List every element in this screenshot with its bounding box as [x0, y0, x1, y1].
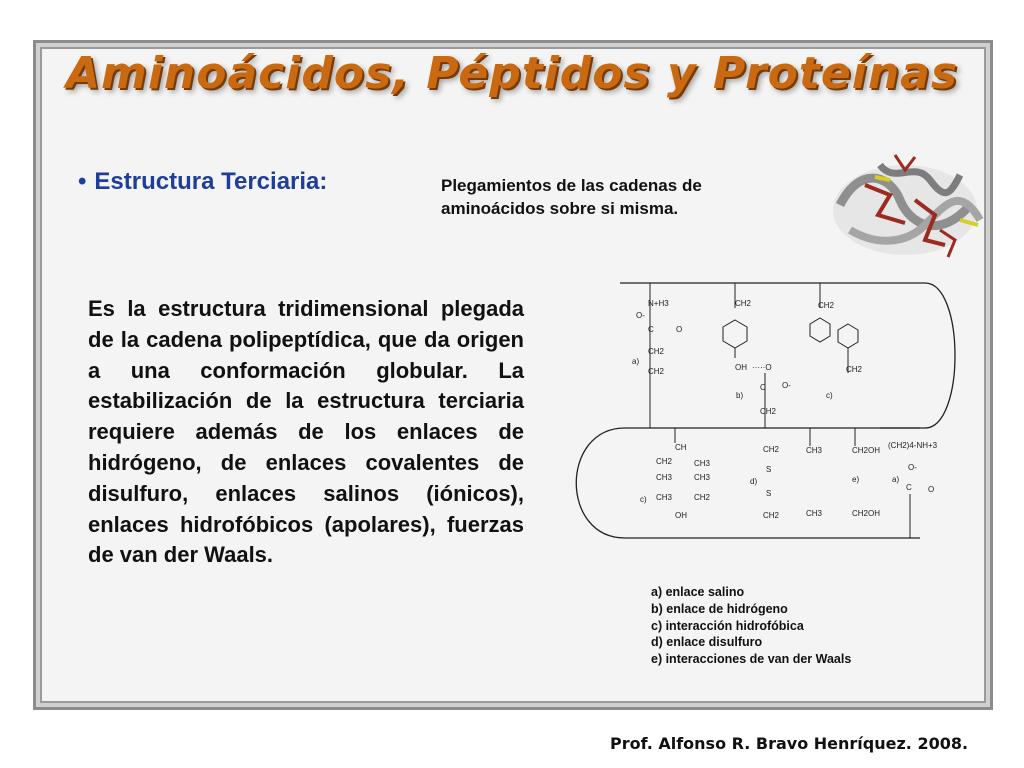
- label-ch2oh-1: CH2OH: [852, 446, 881, 455]
- label-o-minus3: O-: [908, 463, 917, 472]
- upper-chain-outline: [620, 283, 955, 428]
- label-ch3-l2: CH3: [656, 493, 673, 502]
- label-ch3-r2: CH3: [694, 473, 711, 482]
- legend-item: a) enlace salino: [651, 585, 745, 599]
- label-d: d): [750, 477, 758, 486]
- label-c1: C: [648, 325, 654, 334]
- section-heading-label: Estructura Terciaria:: [94, 168, 328, 195]
- label-oh-b: OH: [675, 511, 687, 520]
- label-s1: S: [766, 465, 772, 474]
- label-c3: C: [906, 483, 912, 492]
- label-a-bottom: a): [892, 475, 900, 484]
- label-ch2oh-2: CH2OH: [852, 509, 881, 518]
- label-ch2-s1: CH2: [763, 445, 780, 454]
- label-ch2-l: CH2: [656, 457, 673, 466]
- label-e: e): [852, 475, 860, 484]
- label-o-minus: O-: [636, 311, 645, 320]
- label-o1: O: [676, 325, 683, 334]
- label-ch3-e2: CH3: [806, 509, 823, 518]
- label-o3: O: [928, 485, 935, 494]
- label-ch2-phe: CH2: [818, 301, 835, 310]
- label-ch: CH: [675, 443, 687, 452]
- tyrosine-ring: [723, 320, 747, 348]
- section-heading: [78, 168, 327, 196]
- legend-item: c) interacción hidrofóbica: [651, 618, 804, 633]
- label-s2: S: [766, 489, 772, 498]
- label-ch2-s2: CH2: [763, 511, 780, 520]
- label-ch2-b: CH2: [760, 407, 777, 416]
- label-ch2-r2: CH2: [694, 493, 711, 502]
- label-ch3-l: CH3: [656, 473, 673, 482]
- legend-item: d) enlace disulfuro: [651, 635, 763, 650]
- label-c-bottom: c): [640, 495, 647, 504]
- body-paragraph: Es la estructura tridimensional plegada de la cadena polipeptídica, que da origen a una conformación globular. La estabilización de la estructura terciaria requiere además de los enlaces de hidrógeno, de enlaces covalentes de disulfuro, enlaces salinos (iónicos), enlaces hidrofóbicos (apolares), fuerzas de van der Waals.: [88, 296, 524, 568]
- author-footer: Prof. Alfonso R. Bravo Henríquez. 2008.: [610, 734, 969, 753]
- label-ch2-a2: CH2: [648, 367, 665, 376]
- legend-item: b) enlace de hidrógeno: [651, 601, 788, 616]
- label-ch2-phe2: CH2: [846, 365, 863, 374]
- label-oh: OH: [735, 363, 747, 372]
- label-b: b): [736, 391, 744, 400]
- label-o-dots: ·····O: [752, 363, 772, 372]
- bullet: •: [78, 168, 87, 195]
- label-ch3-r: CH3: [694, 459, 711, 468]
- lower-chain-outline: [576, 428, 920, 538]
- label-a-top: a): [632, 357, 640, 366]
- tertiary-structure-diagram: [570, 248, 970, 548]
- phenyl-ring-2: [838, 324, 858, 348]
- label-c2: C: [760, 383, 766, 392]
- phenyl-ring-1: [810, 318, 830, 342]
- slide-title: Aminoácidos, Péptidos y Proteínas: [65, 48, 959, 99]
- diagram-legend: [651, 584, 851, 668]
- label-lys: (CH2)4-NH+3: [888, 441, 938, 450]
- label-nh3: N+H3: [648, 299, 669, 308]
- label-ch3-e1: CH3: [806, 446, 823, 455]
- legend-item: e) interacciones de van der Waals: [651, 652, 852, 666]
- label-ch2-a1: CH2: [648, 347, 665, 356]
- label-c-top: c): [826, 391, 833, 400]
- description-text: Plegamientos de las cadenas de aminoácidos sobre si misma.: [441, 176, 702, 218]
- label-o-minus2: O-: [782, 381, 791, 390]
- label-ch2-tyr: CH2: [735, 299, 752, 308]
